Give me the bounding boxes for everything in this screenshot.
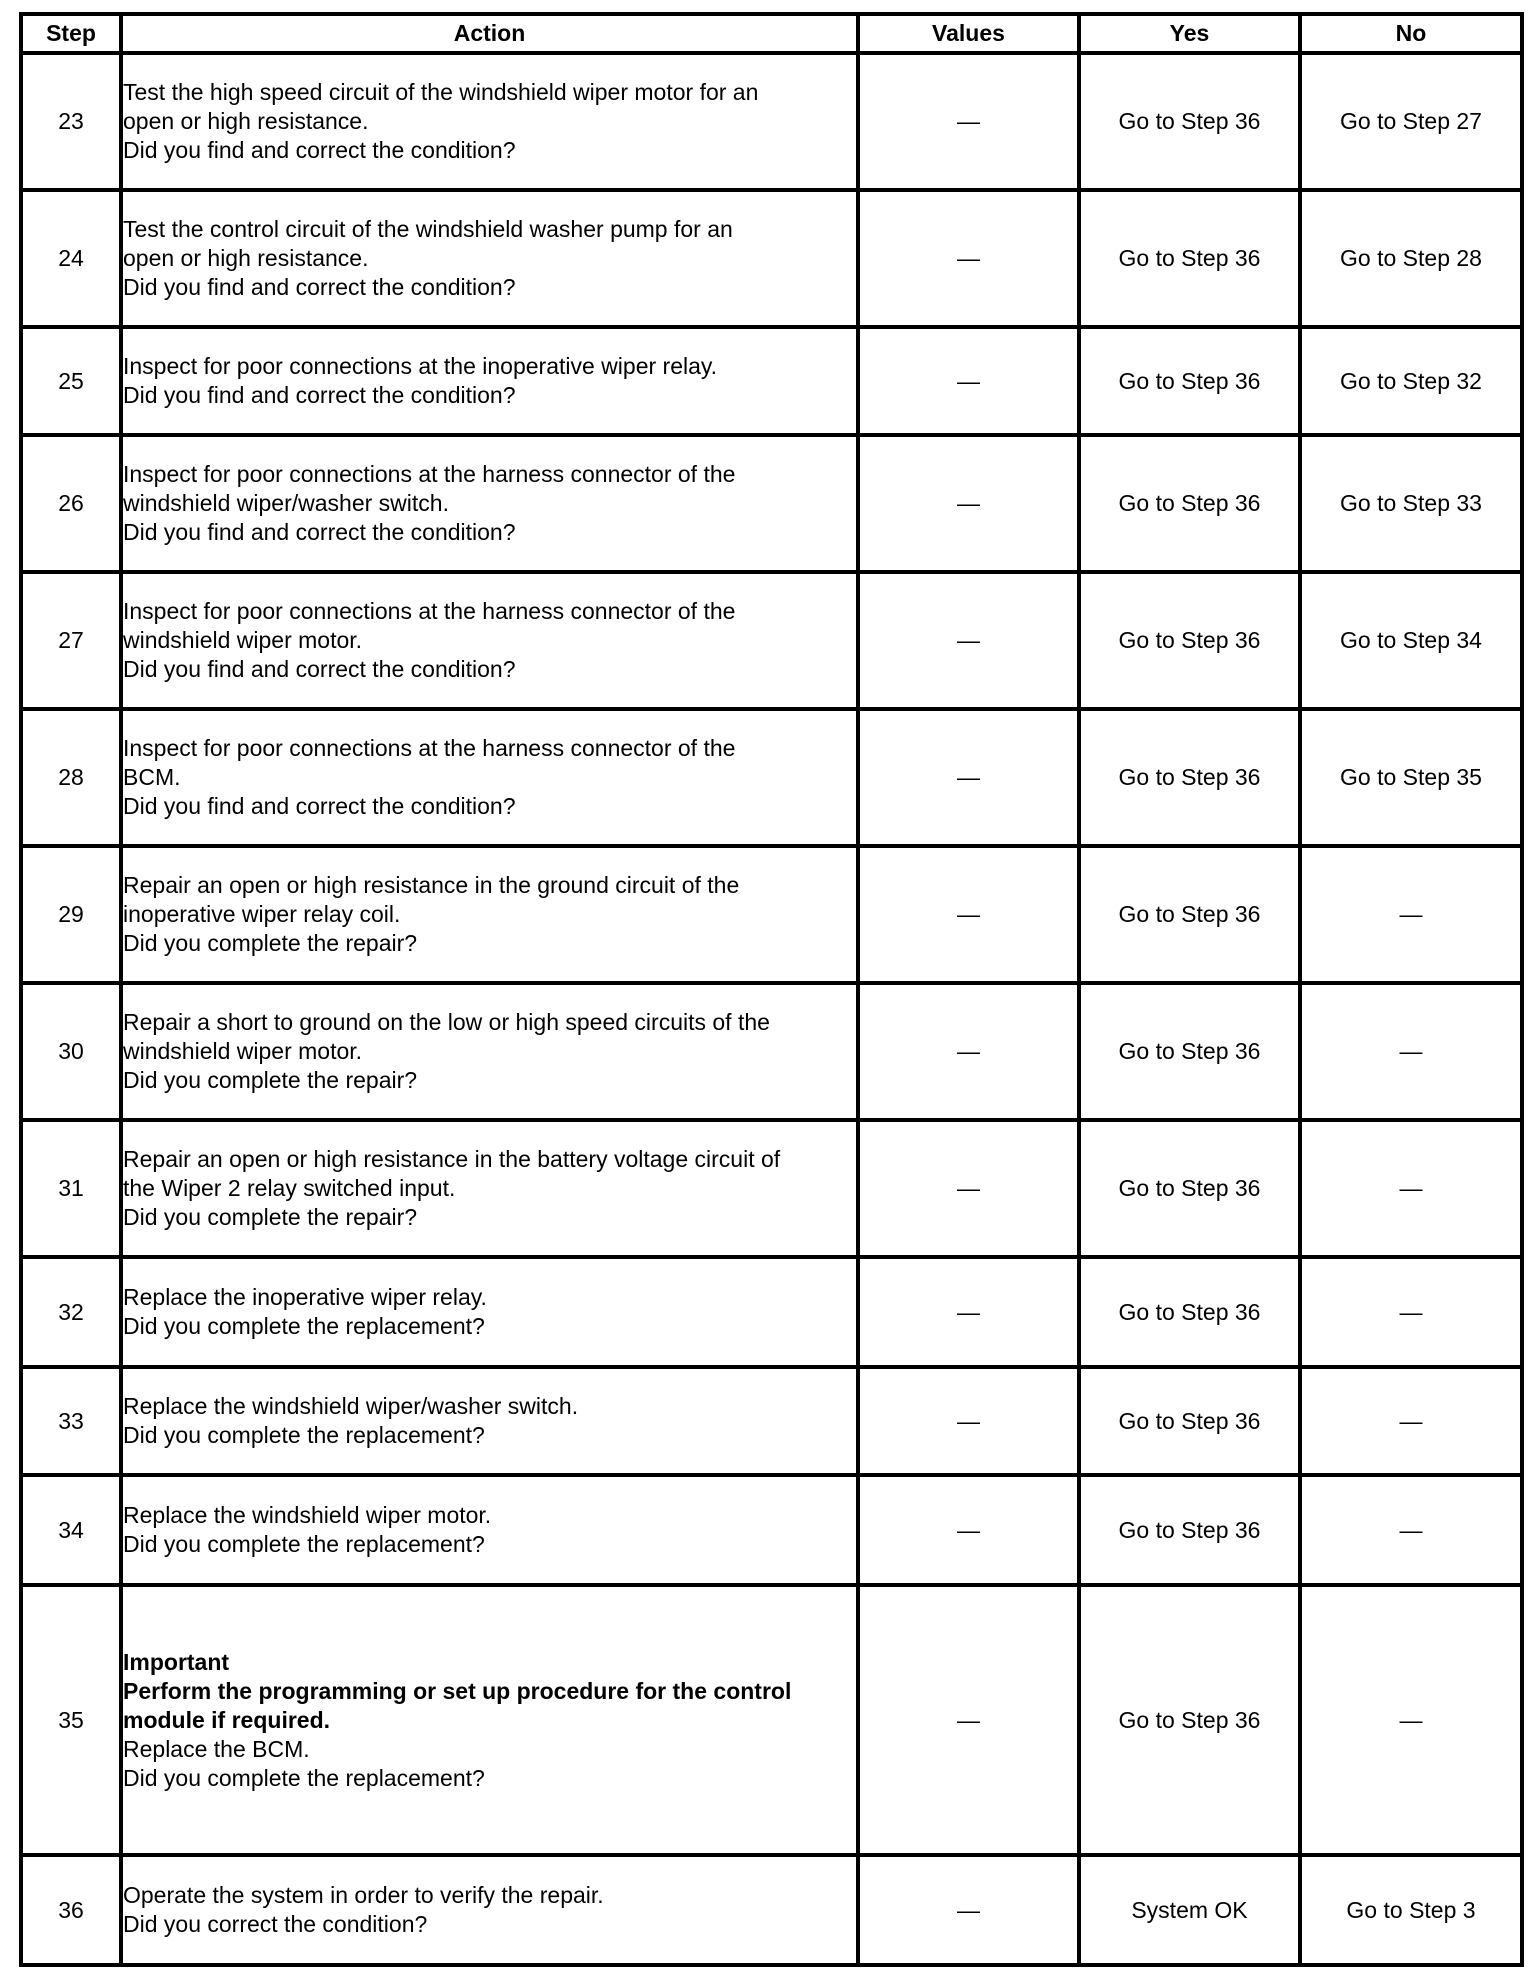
yes-cell: Go to Step 36 xyxy=(1079,983,1300,1120)
no-cell: Go to Step 32 xyxy=(1300,327,1522,435)
values-cell: — xyxy=(858,572,1079,709)
action-text: Repair an open or high resistance in the battery voltage circuit of xyxy=(123,1146,781,1172)
table-row xyxy=(21,983,1522,1120)
action-text: Repair a short to ground on the low or high speed circuits of the xyxy=(123,1009,770,1035)
table-row xyxy=(21,846,1522,983)
step-number: 35 xyxy=(21,1585,121,1855)
no-cell: — xyxy=(1300,983,1522,1120)
step-number: 25 xyxy=(21,327,121,435)
action-question: Did you find and correct the condition? xyxy=(123,382,516,408)
table-row xyxy=(21,435,1522,572)
action-text: Replace the windshield wiper/washer switch. xyxy=(123,1393,579,1419)
table-row xyxy=(21,1367,1522,1475)
no-cell: Go to Step 34 xyxy=(1300,572,1522,709)
action-cell xyxy=(121,983,858,1120)
action-text: windshield wiper/washer switch. xyxy=(123,490,449,516)
values-cell: — xyxy=(858,1475,1079,1585)
table-row xyxy=(21,327,1522,435)
action-cell xyxy=(121,1585,858,1855)
values-cell: — xyxy=(858,435,1079,572)
step-number: 29 xyxy=(21,846,121,983)
action-text: windshield wiper motor. xyxy=(123,627,363,653)
yes-cell: Go to Step 36 xyxy=(1079,1475,1300,1585)
action-text: Inspect for poor connections at the harness connector of the xyxy=(123,598,736,624)
step-number: 33 xyxy=(21,1367,121,1475)
action-text: Replace the BCM. xyxy=(123,1735,310,1762)
action-text: Repair an open or high resistance in the ground circuit of the xyxy=(123,872,740,898)
action-question: Did you find and correct the condition? xyxy=(123,274,516,300)
action-question: Did you find and correct the condition? xyxy=(123,656,516,682)
important-text: module if required. xyxy=(123,1706,331,1733)
no-cell: Go to Step 27 xyxy=(1300,53,1522,190)
action-text: Replace the windshield wiper motor. xyxy=(123,1502,492,1528)
action-text: open or high resistance. xyxy=(123,108,369,134)
header-yes: Yes xyxy=(1079,14,1300,53)
action-cell xyxy=(121,1257,858,1367)
values-cell: — xyxy=(858,1257,1079,1367)
action-question: Did you complete the repair? xyxy=(123,1067,418,1093)
action-question: Did you complete the replacement? xyxy=(123,1313,485,1339)
action-text: Test the high speed circuit of the windshield wiper motor for an xyxy=(123,79,759,105)
action-cell xyxy=(121,709,858,846)
no-cell: — xyxy=(1300,1367,1522,1475)
no-cell: — xyxy=(1300,1475,1522,1585)
table-row xyxy=(21,1120,1522,1257)
table-row xyxy=(21,709,1522,846)
yes-cell: System OK xyxy=(1079,1855,1300,1965)
no-cell: — xyxy=(1300,846,1522,983)
no-cell: Go to Step 35 xyxy=(1300,709,1522,846)
table-row xyxy=(21,572,1522,709)
action-question: Did you complete the replacement? xyxy=(123,1531,485,1557)
important-text: Perform the programming or set up procedure for the control xyxy=(123,1677,792,1704)
action-question: Did you find and correct the condition? xyxy=(123,793,516,819)
values-cell: — xyxy=(858,1120,1079,1257)
action-question: Did you find and correct the condition? xyxy=(123,137,516,163)
header-values: Values xyxy=(858,14,1079,53)
step-number: 31 xyxy=(21,1120,121,1257)
action-cell xyxy=(121,1475,858,1585)
no-cell: Go to Step 28 xyxy=(1300,190,1522,327)
action-text: Inspect for poor connections at the harness connector of the xyxy=(123,735,736,761)
table-row xyxy=(21,1855,1522,1965)
action-text: windshield wiper motor. xyxy=(123,1038,363,1064)
action-question: Did you complete the replacement? xyxy=(123,1764,485,1791)
action-cell xyxy=(121,435,858,572)
action-text: Operate the system in order to verify the repair. xyxy=(123,1882,604,1908)
no-cell: — xyxy=(1300,1257,1522,1367)
values-cell: — xyxy=(858,709,1079,846)
header-row xyxy=(21,14,1522,53)
action-cell xyxy=(121,1120,858,1257)
action-cell xyxy=(121,1855,858,1965)
action-cell xyxy=(121,53,858,190)
no-cell: Go to Step 33 xyxy=(1300,435,1522,572)
yes-cell: Go to Step 36 xyxy=(1079,846,1300,983)
values-cell: — xyxy=(858,327,1079,435)
step-number: 28 xyxy=(21,709,121,846)
yes-cell: Go to Step 36 xyxy=(1079,1585,1300,1855)
header-step: Step xyxy=(21,14,121,53)
action-text: Replace the inoperative wiper relay. xyxy=(123,1284,487,1310)
header-no: No xyxy=(1300,14,1522,53)
table-row xyxy=(21,1585,1522,1855)
yes-cell: Go to Step 36 xyxy=(1079,1367,1300,1475)
table-row xyxy=(21,1257,1522,1367)
header-action: Action xyxy=(121,14,858,53)
action-cell xyxy=(121,190,858,327)
action-cell xyxy=(121,846,858,983)
step-number: 34 xyxy=(21,1475,121,1585)
action-text: the Wiper 2 relay switched input. xyxy=(123,1175,456,1201)
yes-cell: Go to Step 36 xyxy=(1079,53,1300,190)
table-row xyxy=(21,53,1522,190)
action-question: Did you complete the replacement? xyxy=(123,1422,485,1448)
yes-cell: Go to Step 36 xyxy=(1079,435,1300,572)
yes-cell: Go to Step 36 xyxy=(1079,709,1300,846)
no-cell: — xyxy=(1300,1120,1522,1257)
yes-cell: Go to Step 36 xyxy=(1079,190,1300,327)
values-cell: — xyxy=(858,190,1079,327)
values-cell: — xyxy=(858,846,1079,983)
values-cell: — xyxy=(858,1585,1079,1855)
action-text: open or high resistance. xyxy=(123,245,369,271)
important-label: Important xyxy=(123,1648,230,1675)
values-cell: — xyxy=(858,53,1079,190)
table-row xyxy=(21,190,1522,327)
no-cell: Go to Step 3 xyxy=(1300,1855,1522,1965)
table-row xyxy=(21,1475,1522,1585)
yes-cell: Go to Step 36 xyxy=(1079,1120,1300,1257)
action-cell xyxy=(121,572,858,709)
step-number: 26 xyxy=(21,435,121,572)
values-cell: — xyxy=(858,1855,1079,1965)
step-number: 32 xyxy=(21,1257,121,1367)
action-text: Test the control circuit of the windshield washer pump for an xyxy=(123,216,733,242)
action-text: inoperative wiper relay coil. xyxy=(123,901,401,927)
values-cell: — xyxy=(858,983,1079,1120)
step-number: 23 xyxy=(21,53,121,190)
step-number: 24 xyxy=(21,190,121,327)
action-question: Did you correct the condition? xyxy=(123,1911,428,1937)
step-number: 27 xyxy=(21,572,121,709)
action-text: Inspect for poor connections at the inoperative wiper relay. xyxy=(123,353,718,379)
action-question: Did you complete the repair? xyxy=(123,930,418,956)
values-cell: — xyxy=(858,1367,1079,1475)
no-cell: — xyxy=(1300,1585,1522,1855)
yes-cell: Go to Step 36 xyxy=(1079,327,1300,435)
yes-cell: Go to Step 36 xyxy=(1079,1257,1300,1367)
yes-cell: Go to Step 36 xyxy=(1079,572,1300,709)
action-question: Did you find and correct the condition? xyxy=(123,519,516,545)
step-number: 36 xyxy=(21,1855,121,1965)
step-number: 30 xyxy=(21,983,121,1120)
action-question: Did you complete the repair? xyxy=(123,1204,418,1230)
action-text: BCM. xyxy=(123,764,181,790)
action-cell xyxy=(121,1367,858,1475)
action-text: Inspect for poor connections at the harness connector of the xyxy=(123,461,736,487)
diagnostic-table xyxy=(19,12,1524,1967)
action-cell xyxy=(121,327,858,435)
